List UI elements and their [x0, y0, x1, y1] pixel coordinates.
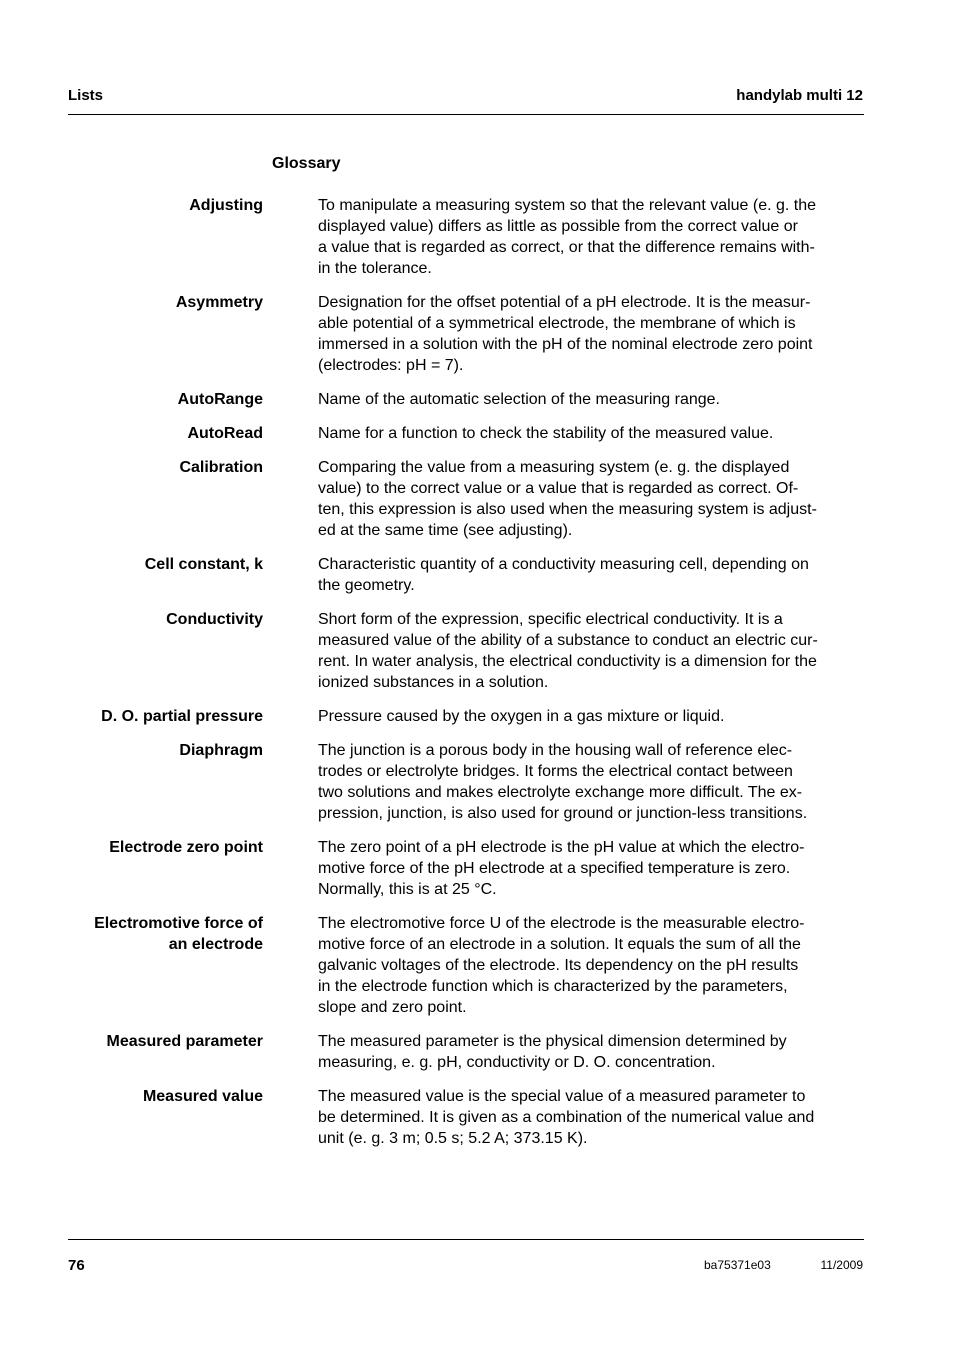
- glossary-entry-measured-parameter: [68, 1031, 864, 1073]
- glossary-term: Measured value: [142, 1088, 263, 1105]
- glossary-term: D. O. partial pressure: [101, 708, 263, 725]
- glossary-definition: Short form of the expression, specific electrical conductivity. It is a measured value of the ability of a substance to conduct an electric cur- rent. In water analysis, the electrical conductivity is a dimension for the ionized substances in a solution.: [318, 611, 818, 691]
- section-title: Glossary: [272, 155, 341, 172]
- header-divider: [68, 114, 864, 115]
- glossary-definition: To manipulate a measuring system so that the relevant value (e. g. the displayed value) differs as little as possible from the correct value or a value that is regarded as correct, or that the difference remains with- in the tolerance.: [318, 197, 817, 277]
- running-header-section: Lists: [68, 87, 104, 104]
- glossary-term: Conductivity: [166, 611, 263, 628]
- glossary-term: AutoRange: [177, 391, 263, 408]
- glossary-entry-autoread: [68, 423, 864, 444]
- glossary-term: Electromotive force of an electrode: [94, 915, 263, 953]
- page-number: 76: [68, 1257, 85, 1274]
- glossary-term: Adjusting: [189, 197, 263, 214]
- running-header-product: handylab multi 12: [736, 87, 863, 104]
- glossary-term: Cell constant, k: [144, 556, 263, 573]
- glossary-term: Asymmetry: [175, 294, 263, 311]
- glossary-entry-do-partial-pressure: [68, 706, 864, 727]
- document-date: 11/2009: [820, 1258, 863, 1272]
- glossary-definition: The measured parameter is the physical dimension determined by measuring, e. g. pH, conductivity or D. O. concentration.: [318, 1033, 787, 1071]
- glossary-entry-calibration: [68, 457, 864, 541]
- glossary-definition: Name of the automatic selection of the measuring range.: [318, 391, 720, 408]
- glossary-entry-autorange: [68, 389, 864, 410]
- document-id: ba75371e03: [704, 1258, 771, 1272]
- glossary-definition: The measured value is the special value of a measured parameter to be determined. It is given as a combination of the numerical value and unit (e. g. 3 m; 0.5 s; 5.2 A; 373.15 K).: [318, 1088, 815, 1147]
- glossary-entry-adjusting: [68, 195, 864, 279]
- glossary-entry-asymmetry: [68, 292, 864, 376]
- glossary-term: Electrode zero point: [109, 839, 263, 856]
- glossary-definition: Pressure caused by the oxygen in a gas mixture or liquid.: [318, 708, 725, 725]
- glossary-entry-measured-value: [68, 1086, 864, 1149]
- glossary-entry-electromotive-force: [68, 913, 864, 1018]
- glossary-definition: The zero point of a pH electrode is the pH value at which the electro- motive force of the pH electrode at a specified temperature is zero. Normally, this is at 25 °C.: [318, 839, 805, 898]
- glossary-definition: The electromotive force U of the electrode is the measurable electro- motive force of an electrode in a solution. It equals the sum of all the galvanic voltages of the electrode. Its dependency on the pH results in the electrode function which is characterized by the parameters, slope and zero point.: [318, 915, 805, 1016]
- glossary-entry-conductivity: [68, 609, 864, 693]
- glossary-definition: Designation for the offset potential of a pH electrode. It is the measur- able potential of a symmetrical electrode, the membrane of which is immersed in a solution with the pH of the nominal electrode zero point (electrodes: pH = 7).: [318, 294, 813, 374]
- glossary-term: Calibration: [179, 459, 263, 476]
- glossary-entry-electrode-zero-point: [68, 837, 864, 900]
- glossary-list: [68, 195, 864, 1162]
- glossary-term: Diaphragm: [179, 742, 263, 759]
- glossary-definition: Comparing the value from a measuring system (e. g. the displayed value) to the correct value or a value that is regarded as correct. Of- ten, this expression is also used when the measuring system is adjust- ed at the same time (see adjusting).: [318, 459, 817, 539]
- glossary-definition: Characteristic quantity of a conductivity measuring cell, depending on the geometry.: [318, 556, 809, 594]
- glossary-term: Measured parameter: [106, 1033, 263, 1050]
- glossary-entry-diaphragm: [68, 740, 864, 824]
- glossary-term: AutoRead: [187, 425, 263, 442]
- glossary-entry-cell-constant: [68, 554, 864, 596]
- glossary-definition: The junction is a porous body in the housing wall of reference elec- trodes or electrolyte bridges. It forms the electrical contact between two solutions and makes electrolyte exchange more difficult. The ex- pression, junction, is also used for ground or junction-less transitions.: [318, 742, 808, 822]
- glossary-definition: Name for a function to check the stability of the measured value.: [318, 425, 774, 442]
- footer-divider: [68, 1239, 864, 1240]
